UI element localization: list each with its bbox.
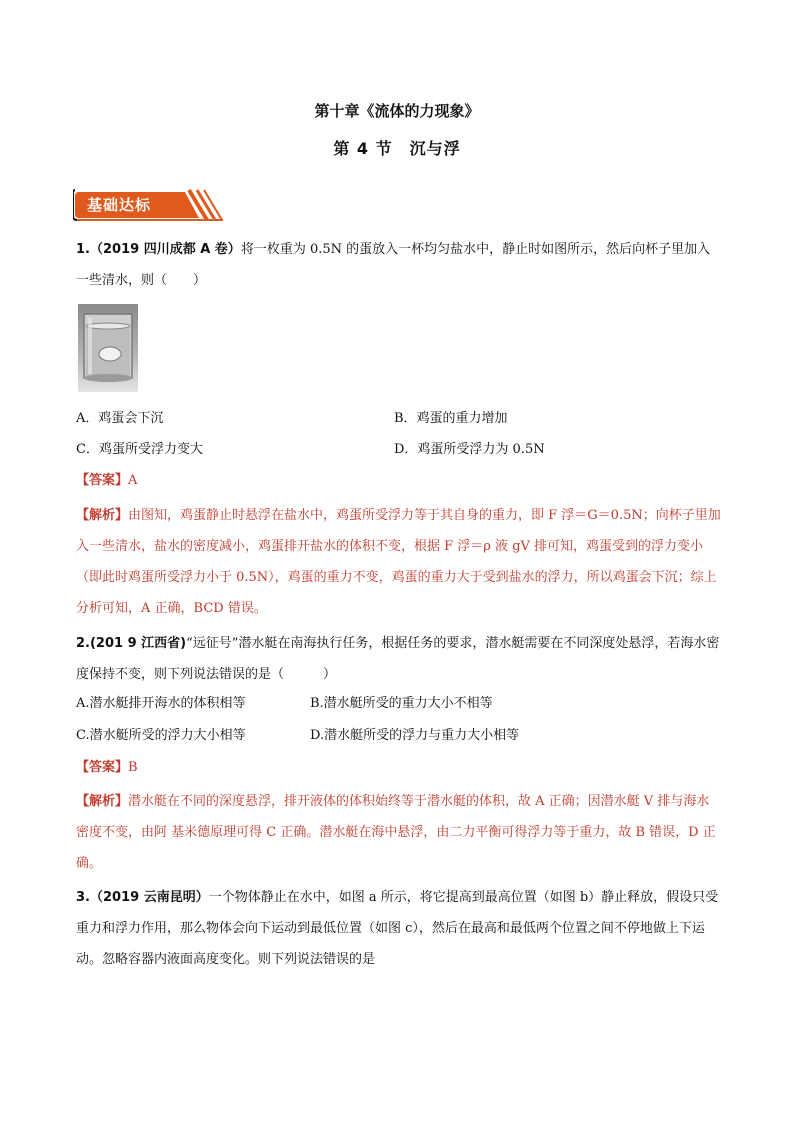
question-1-answer [76,471,137,491]
question-2-answer-value: B [128,760,138,775]
question-1-stem [76,234,721,296]
question-3-source: .（2019 云南昆明） [85,890,209,905]
question-2-analysis-text: 潜水艇在不同的深度悬浮，排开液体的体积始终等于潜水艇的体积，故 A 正确；因潜水艇 V 排与海水密度不变，由阿 基米德原理可得 C 正确。潜水艇在海中悬浮，由二力平衡可得浮力等于重力，故 B 错误，D 正确。 [76,794,716,871]
egg-in-glass-photo [78,304,138,392]
question-1-analysis-text: 由图知，鸡蛋静止时悬浮在盐水中，鸡蛋所受浮力等于其自身的重力，即 F 浮＝G＝0.5N；向杯子里加入一些清水，盐水的密度减小，鸡蛋排开盐水的体积不变，根据 F 浮＝ρ 液 gV 排可知，鸡蛋受到的浮力变小（即此时鸡蛋所受浮力小于 0.5N），鸡蛋的重力不变，鸡蛋的重力大于受到盐水的浮力，所以鸡蛋会下沉；综上分析可知，A 正确，BCD 错误。 [76,508,721,616]
question-2-option-d: D.潜水艇所受的浮力与重力大小相等 [310,728,520,743]
question-2-source: .(201 9 江西省) [85,636,187,651]
question-1-answer-value: A [128,473,138,488]
question-1-option-d: D．鸡蛋所受浮力为 0.5N [394,442,545,457]
banner-label: 基础达标 [87,196,152,214]
question-3-text: 一个物体静止在水中，如图 a 所示，将它提高到最高位置（如图 b）静止释放，假设只受重力和浮力作用，那么物体会向下运动到最低位置（如图 c），然后在最高和最低两个位置之间不停地做上下运动。忽略容器内液面高度变化。则下列说法错误的是 [76,890,719,967]
question-1-option-a: A．鸡蛋会下沉 [76,411,164,426]
question-2-analysis-label: 【解析】 [76,794,129,809]
chapter-title: 第十章《流体的力现象》 [314,102,480,120]
question-1-text: 将一枚重为 0.5N 的蛋放入一杯均匀盐水中，静止时如图所示，然后向杯子里加入一些清水，则（ ） [76,242,711,288]
question-2-analysis [76,786,721,879]
question-2-option-b: B.潜水艇所受的重力大小不相等 [310,696,493,711]
question-1-answer-label: 【答案】 [76,473,129,488]
question-1-analysis [76,500,721,624]
section-title: 第 4 节 沉与浮 [333,139,461,158]
question-1-option-c: C．鸡蛋所受浮力变大 [76,442,203,457]
question-2-text: “远征号”潜水艇在南海执行任务，根据任务的要求，潜水艇需要在不同深度处悬浮，若海水密度保持不变，则下列说法错误的是（ ） [76,636,720,682]
question-1-number: 1 [76,242,86,257]
question-1-analysis-label: 【解析】 [76,508,129,523]
question-2-number: 2 [76,636,86,651]
question-3-stem [76,882,721,975]
question-2-option-c: C.潜水艇所受的浮力大小相等 [76,728,246,743]
question-2-answer-label: 【答案】 [76,760,129,775]
question-2-option-a: A.潜水艇排开海水的体积相等 [76,696,246,711]
question-3-number: 3 [76,890,86,905]
question-2-stem [76,628,721,690]
section-banner [73,186,233,224]
question-1-option-b: B．鸡蛋的重力增加 [394,411,508,426]
question-1-source: .（2019 四川成都 A 卷） [85,242,241,257]
question-2-answer [76,758,138,778]
